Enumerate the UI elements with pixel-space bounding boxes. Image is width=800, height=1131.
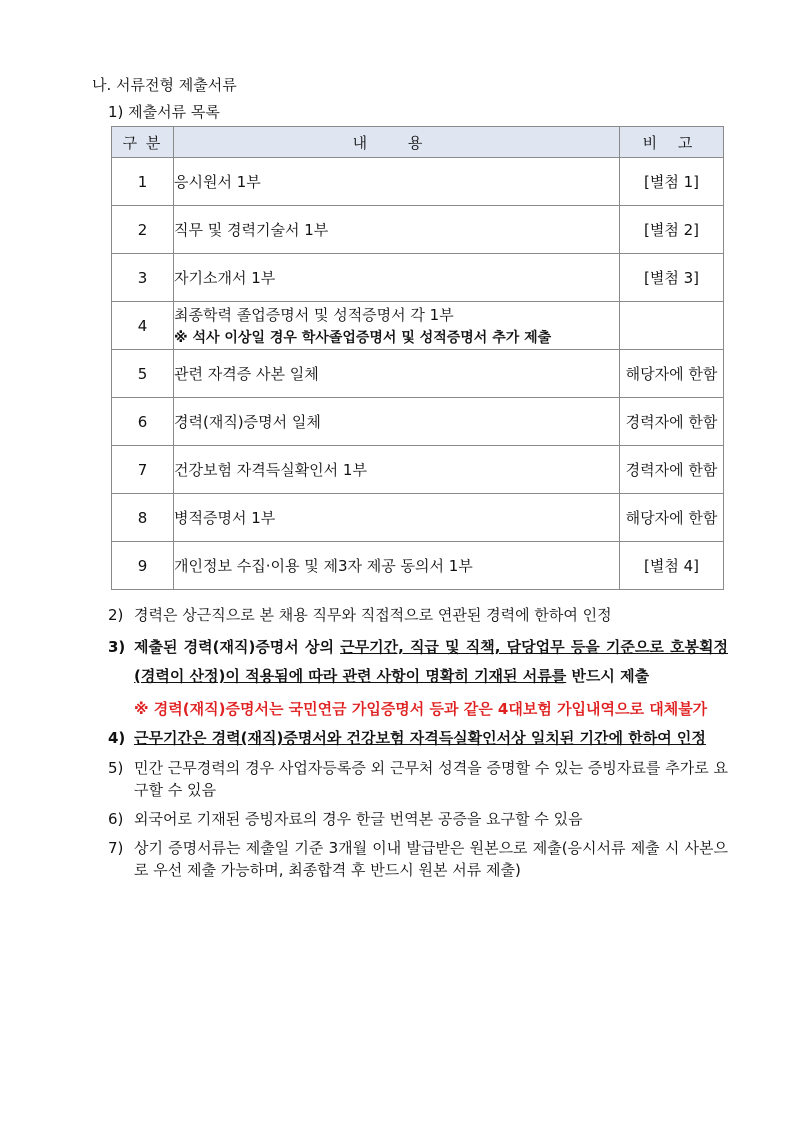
row-note: [별첨 2] [620,206,724,254]
row-number: 5 [112,350,174,398]
row-description: 관련 자격증 사본 일체 [174,350,620,398]
row-description: 병적증명서 1부 [174,494,620,542]
row-number: 6 [112,398,174,446]
table-row [112,446,724,494]
note-number: 7) [108,839,124,857]
header-remarks: 비 고 [620,127,724,158]
row-note: [별첨 1] [620,158,724,206]
note-item-2 [108,604,728,626]
note-item-3 [108,633,728,691]
row-note: 해당자에 한함 [620,494,724,542]
note-number: 6) [108,810,124,828]
note-text-underlined: 근무기간, 직급 및 직책, 담당업무 등을 기준으로 호봉획정(경력이 산정)이 적용됨에 따라 관련 사항이 명확히 기재된 서류를 [134,638,728,685]
note-text: 외국어로 기재된 증빙자료의 경우 한글 번역본 공증을 요구할 수 있음 [134,810,583,828]
row-description: 건강보험 자격득실확인서 1부 [174,446,620,494]
note-text-part: 제출된 경력(재직)증명서 상의 [134,638,341,656]
row-description-multiline [174,302,620,350]
row-description: 직무 및 경력기술서 1부 [174,206,620,254]
row-note: 경력자에 한함 [620,446,724,494]
row-description: 경력(재직)증명서 일체 [174,398,620,446]
note-number: 4) [108,729,126,747]
note-text: 민간 근무경력의 경우 사업자등록증 외 근무처 성격을 증명할 수 있는 증빙자료를 추가로 요구할 수 있음 [134,759,728,799]
row-description: 자기소개서 1부 [174,254,620,302]
table-row [112,542,724,590]
row-note: 경력자에 한함 [620,398,724,446]
row-number: 2 [112,206,174,254]
row-number: 4 [112,302,174,350]
row-number: 7 [112,446,174,494]
row-note: [별첨 4] [620,542,724,590]
note-number: 2) [108,606,124,624]
row-note: [별첨 3] [620,254,724,302]
subsection-title: 1) 제출서류 목록 [108,103,220,121]
table-row [112,494,724,542]
note-number: 5) [108,759,124,777]
note-item-4 [108,726,728,750]
note-item-6 [108,808,728,830]
row-number: 9 [112,542,174,590]
table-row [112,350,724,398]
row-number: 3 [112,254,174,302]
note-item-5 [108,757,728,801]
row-description-note: ※ 석사 이상일 경우 학사졸업증명서 및 성적증명서 추가 제출 [174,330,552,346]
documents-table [111,126,724,590]
row-number: 8 [112,494,174,542]
row-description: 최종학력 졸업증명서 및 성적증명서 각 1부 [174,306,454,324]
row-number: 1 [112,158,174,206]
table-row [112,302,724,350]
note-text: 경력은 상근직으로 본 채용 직무와 직접적으로 연관된 경력에 한하여 인정 [134,606,612,624]
row-note [620,302,724,350]
row-description: 응시원서 1부 [174,158,620,206]
note-warning: ※ 경력(재직)증명서는 국민연금 가입증명서 등과 같은 4대보험 가입내역으로 대체불가 [134,700,708,718]
table-row [112,398,724,446]
header-content: 내 용 [174,127,620,158]
table-row [112,254,724,302]
row-note: 해당자에 한함 [620,350,724,398]
note-number: 3) [108,638,126,656]
notes-list [108,604,728,888]
row-description: 개인정보 수집·이용 및 제3자 제공 동의서 1부 [174,542,620,590]
table-header-row [112,127,724,158]
header-category: 구 분 [112,127,174,158]
note-text: 상기 증명서류는 제출일 기준 3개월 이내 발급받은 원본으로 제출(응시서류 제출 시 사본으로 우선 제출 가능하며, 최종합격 후 반드시 원본 서류 제출) [134,839,728,879]
section-title: 나. 서류전형 제출서류 [92,76,237,94]
table-row [112,206,724,254]
note-item-7 [108,837,728,881]
note-text-part: 반드시 제출 [566,667,650,685]
note-text: 근무기간은 경력(재직)증명서와 건강보험 자격득실확인서상 일치된 기간에 한하여 인정 [134,729,706,747]
table-row [112,158,724,206]
